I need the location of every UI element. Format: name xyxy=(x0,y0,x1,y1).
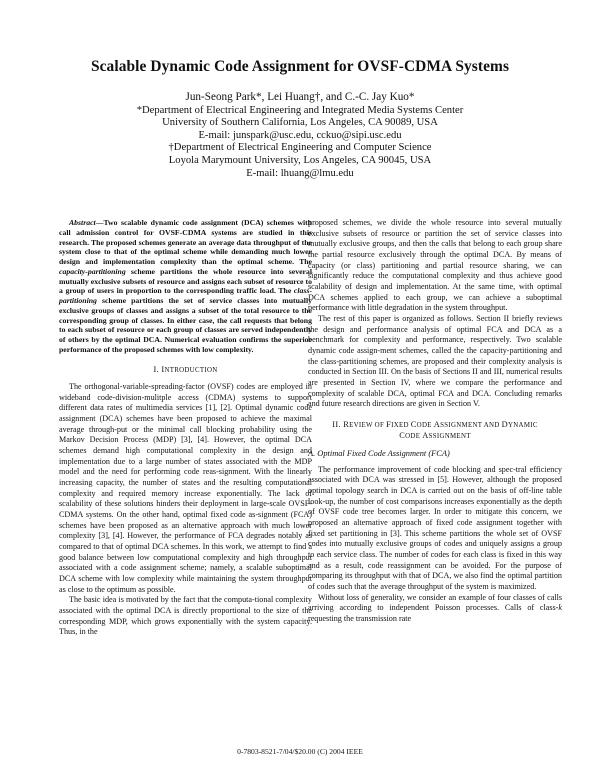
affiliation-1-line-2: University of Southern California, Los Angeles, CA 90089, USA xyxy=(162,117,438,129)
affiliation-2-line-2: Loyola Marymount University, Los Angeles, CA 90045, USA xyxy=(168,154,432,166)
abstract: Abstract—Two scalable dynamic code assignment (DCA) schemes with call admission control for OVSF-CDMA systems are studied in this research. The proposed schemes generate an average data throughput of the system close to that of the optimal scheme while demanding much lower design and implementation complexity than the optimal scheme. The capacity-partitioning scheme partitions the whole resource into several mutually exclusive subsets of resource and assigns each subset of resource to a group of users in proportion to the corresponding traffic load. The class-partitioning scheme partitions the set of service classes into mutually exclusive groups of classes and assigns a subset of the total resource to the corresponding group of classes. In either case, the call requests that belong to each subset of resource or each group of classes are served independently of others by the optimal DCA. Numerical evaluation confirms the superior performance of the proposed schemes with low complexity. xyxy=(59,218,312,354)
intro-paragraph-1: The orthogonal-variable-spreading-factor (OVSF) codes are employed in wideband code-division-mulitple access (CDMA) systems to support different data rates of multimedia services [1], [2]. Optimal dynamic code assignment (DCA) schemes have been proposed to achieve the maximal average through-put or the minimal call blocking probability using the Markov Decision Process (MDP) [3], [4]. However, the optimal DCA schemes demand high computational complexity in the design and implementation due to a large number of states associated with the MDP model and the need for performing code reas-signment. With the linearly increasing capacity, the number of states and the resulting computational complexity and required memory increase exponentially. The lack of scalability of these solutions hinders their deployment in large-scale OVSF-CDMA systems. On the other hand, optimal fixed code as-signment (FCA) schemes have been proposed as an alternative approach with much lower complexity [3], [4]. However, the performance of FCA degrades notably as compared to that of optimal DCA schemes. In this work, we attempt to find a good balance between low computational complexity and high throughput associated with a code assignment scheme; namely, a scalable suboptimal DCA scheme with low complexity while maintaining the system throughput as close to the optimum as possible. xyxy=(59,382,312,594)
fca-paragraph-2: Without loss of generality, we consider an example of four classes of calls arriving according to independent Poisson processes. Calls of class-k requesting the transmission rate xyxy=(308,592,562,623)
intro-paragraph-4: The rest of this paper is organized as follows. Section II briefly reviews the design and performance analysis of optimal FCA and DCA as a benchmark for complexity and performance, respectively. Two scalable dynamic code assign-ment schemes, called the the capacity-partitioning and the class-partitioning schemes, are proposed and their complexity analysis is conducted in Section III. On the basis of Sections II and III, numerical results are presented in Section IV, where we compare the performance and complexity of scalable DCA, optimal FCA and DCA. Concluding remarks and future research directions are given in Section V. xyxy=(308,313,562,409)
section-heading-introduction: I. INTRODUCTION xyxy=(153,364,218,374)
affiliation-1-email: E-mail: junspark@usc.edu, cckuo@sipi.usc.edu xyxy=(198,129,402,141)
left-column xyxy=(59,218,312,638)
affiliation-1-line-1: *Department of Electrical Engineering and Integrated Media Systems Center xyxy=(136,104,464,116)
section-heading-review: II. REVIEW OF FIXED CODE ASSIGNMENT AND DYNAMIC CODE ASSIGNMENT xyxy=(332,419,538,441)
right-column xyxy=(308,218,562,625)
affiliation-2-email: E-mail: lhuang@lmu.edu xyxy=(246,167,354,179)
paper-title: Scalable Dynamic Code Assignment for OVSF-CDMA Systems xyxy=(90,58,510,75)
copyright-footer: 0-7803-8521-7/04/$20.00 (C) 2004 IEEE xyxy=(237,747,363,756)
intro-paragraph-3: proposed schemes, we divide the whole resource into several mutually exclusive subsets of resource or partition the set of service classes into mutually exclusive groups, and then the calls that belong to each group share the partial resource exclusively through the optimal DCA. By means of capacity (or class) partitioning and partial resource sharing, we can significantly reduce the computational complexity and thus achieve good scalability of design and implementation. At the same time, with optimal DCA schemes applied to each group, we can achieve a suboptimal performance with little degradation in the system throughput. xyxy=(308,218,562,313)
fca-paragraph-1: The performance improvement of code blocking and spec-tral efficiency associated with DCA was stressed in [5]. However, although the proposed optimal topology search in DCA is carried out on the basis of off-line table look-up, the number of cost comparisons increases exponentially as the depth of OVSF code tree becomes larger. In order to mitigate this concern, we proposed an alternative approach of fixed code assignment together with fixed set partitioning in [3]. This scheme partitions the whole set of OVSF codes into mutually exclusive groups of codes and uniquely assigns a group to each service class. The number of codes for each class is fixed in this way and as a result, code reassignment can be avoided. For the purpose of comparing its throughput with that of DCA, we also find the optimal partition of codes such that the average throughput of the system is maximized. xyxy=(308,464,562,591)
affiliation-2-line-1: †Department of Electrical Engineering and Computer Science xyxy=(168,142,432,154)
subsection-heading-optimal-fca: A. Optimal Fixed Code Assignment (FCA) xyxy=(308,449,450,459)
intro-paragraph-2: The basic idea is motivated by the fact that the computa-tional complexity associated with the optimal DCA is directly proportional to the size of the corresponding MDP, which grows exponentially with the system capacity. Thus, in the xyxy=(59,595,312,637)
author-names: Jun-Seong Park*, Lei Huang†, and C.-C. Jay Kuo* xyxy=(185,91,415,103)
author-block xyxy=(0,91,600,180)
